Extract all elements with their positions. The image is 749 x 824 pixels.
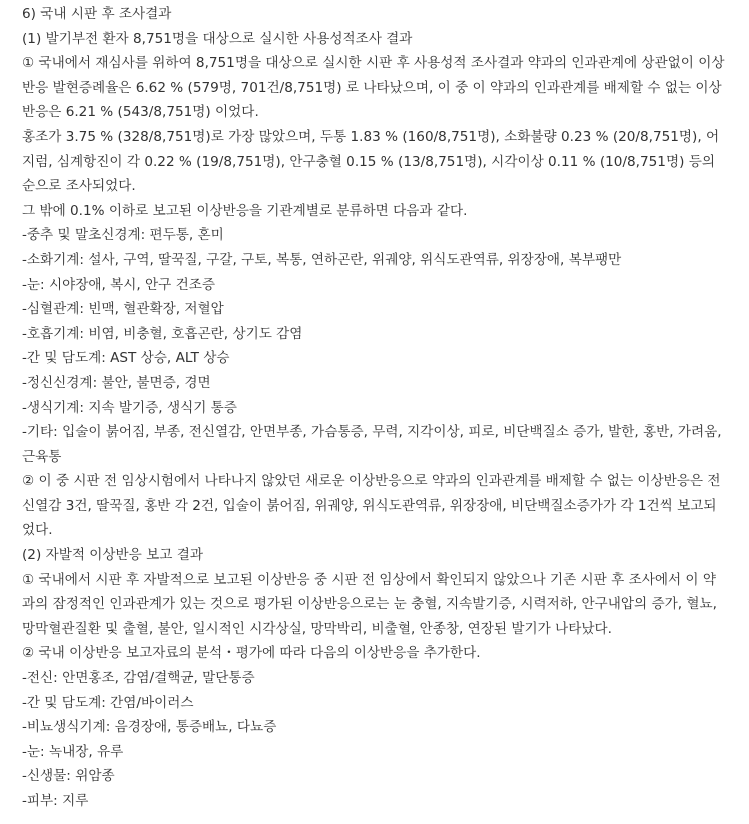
part1-item2-line: 었다. bbox=[22, 522, 53, 539]
organ-list-item: -기타: 입술이 붉어짐, 부종, 전신열감, 안면부종, 가슴통증, 무력, 지각이상, 피로, 비단백질소 증가, 발한, 홍반, 가려움, bbox=[22, 424, 722, 441]
organ-list-item: -간 및 담도계: AST 상승, ALT 상승 bbox=[22, 350, 230, 367]
added-list-item: -간 및 담도계: 간염/바이러스 bbox=[22, 694, 194, 711]
added-list-item: -눈: 녹내장, 유루 bbox=[22, 743, 124, 760]
added-list-item: -피부: 지루 bbox=[22, 793, 89, 809]
organ-list-item: -호흡기계: 비염, 비충혈, 호흡곤란, 상기도 감염 bbox=[22, 325, 303, 342]
part2-item2-heading: ② 국내 이상반응 보고자료의 분석・평가에 따라 다음의 이상반응을 추가한다. bbox=[22, 645, 481, 662]
organ-list-item: -생식기계: 지속 발기증, 생식기 통증 bbox=[22, 399, 237, 416]
part1-item2-line: ② 이 중 시판 전 임상시험에서 나타나지 않았던 새로운 이상반응으로 약과의 인과관계를 배제할 수 없는 이상반응은 전 bbox=[22, 473, 721, 490]
part2-item1-line: 망막혈관질환 및 출혈, 불안, 일시적인 시각상실, 망막박리, 비출혈, 안종창, 연장된 발기가 나타났다. bbox=[22, 620, 612, 637]
organ-list-item: -소화기계: 설사, 구역, 딸꾹질, 구갈, 구토, 복통, 연하곤란, 위궤양, 위식도관역류, 위장장애, 복부팽만 bbox=[22, 251, 622, 268]
part1-frequency-line: 순으로 조사되었다. bbox=[22, 178, 136, 195]
added-list-item: -전신: 안면홍조, 감염/결핵균, 말단통증 bbox=[22, 670, 255, 687]
organ-list-item: -눈: 시야장애, 복시, 안구 건조증 bbox=[22, 276, 215, 293]
added-list-item: -신생물: 위암종 bbox=[22, 768, 115, 785]
part2-item1-line: ① 국내에서 시판 후 자발적으로 보고된 이상반응 중 시판 전 임상에서 확인되지 않았으나 기존 시판 후 조사에서 이 약 bbox=[22, 571, 717, 588]
organ-list-item: -중추 및 말초신경계: 편두통, 혼미 bbox=[22, 227, 224, 244]
organ-list-item: -정신신경계: 불안, 불면증, 경면 bbox=[22, 374, 211, 391]
part2-item1-line: 과의 잠정적인 인과관계가 있는 것으로 평가된 이상반응으로는 눈 충혈, 지속발기증, 시력저하, 안구내압의 증가, 혈뇨, bbox=[22, 596, 717, 613]
part1-intro-below-01: 그 밖에 0.1% 이하로 보고된 이상반응을 기관계별로 분류하면 다음과 같다. bbox=[22, 202, 468, 219]
part1-frequency-line: 지럼, 심계항진이 각 0.22 % (19/8,751명), 안구충혈 0.15 % (13/8,751명), 시각이상 0.11 % (10/8,751명) 등의 bbox=[22, 153, 715, 170]
part1-item1-line: 반응 발현증례율은 6.62 % (579명, 701건/8,751명) 로 나타났으며, 이 중 이 약과의 인과관계를 배제할 수 없는 이상 bbox=[22, 79, 722, 96]
organ-list-item: -심혈관계: 빈맥, 혈관확장, 저혈압 bbox=[22, 301, 224, 318]
part1-item1-line: 반응은 6.21 % (543/8,751명) 이었다. bbox=[22, 104, 259, 121]
part1-frequency-line: 홍조가 3.75 % (328/8,751명)로 가장 많았으며, 두통 1.83 % (160/8,751명), 소화불량 0.23 % (20/8,751명), 어 bbox=[22, 128, 720, 145]
section-heading: 6) 국내 시판 후 조사결과 bbox=[22, 6, 172, 22]
part1-item2-line: 신열감 3건, 딸꾹질, 홍반 각 2건, 입술이 붉어짐, 위궤양, 위식도관역류, 위장장애, 비단백질소증가가 각 1건씩 보고되 bbox=[22, 497, 717, 514]
added-list-item: -비뇨생식기계: 음경장애, 통증배뇨, 다뇨증 bbox=[22, 719, 277, 736]
part1-heading: (1) 발기부전 환자 8,751명을 대상으로 실시한 사용성적조사 결과 bbox=[22, 30, 413, 47]
part2-heading: (2) 자발적 이상반응 보고 결과 bbox=[22, 547, 203, 564]
organ-list-item: 근육통 bbox=[22, 448, 62, 465]
part1-item1-line: ① 국내에서 재심사를 위하여 8,751명을 대상으로 실시한 시판 후 사용성적 조사결과 약과의 인과관계에 상관없이 이상 bbox=[22, 55, 725, 72]
